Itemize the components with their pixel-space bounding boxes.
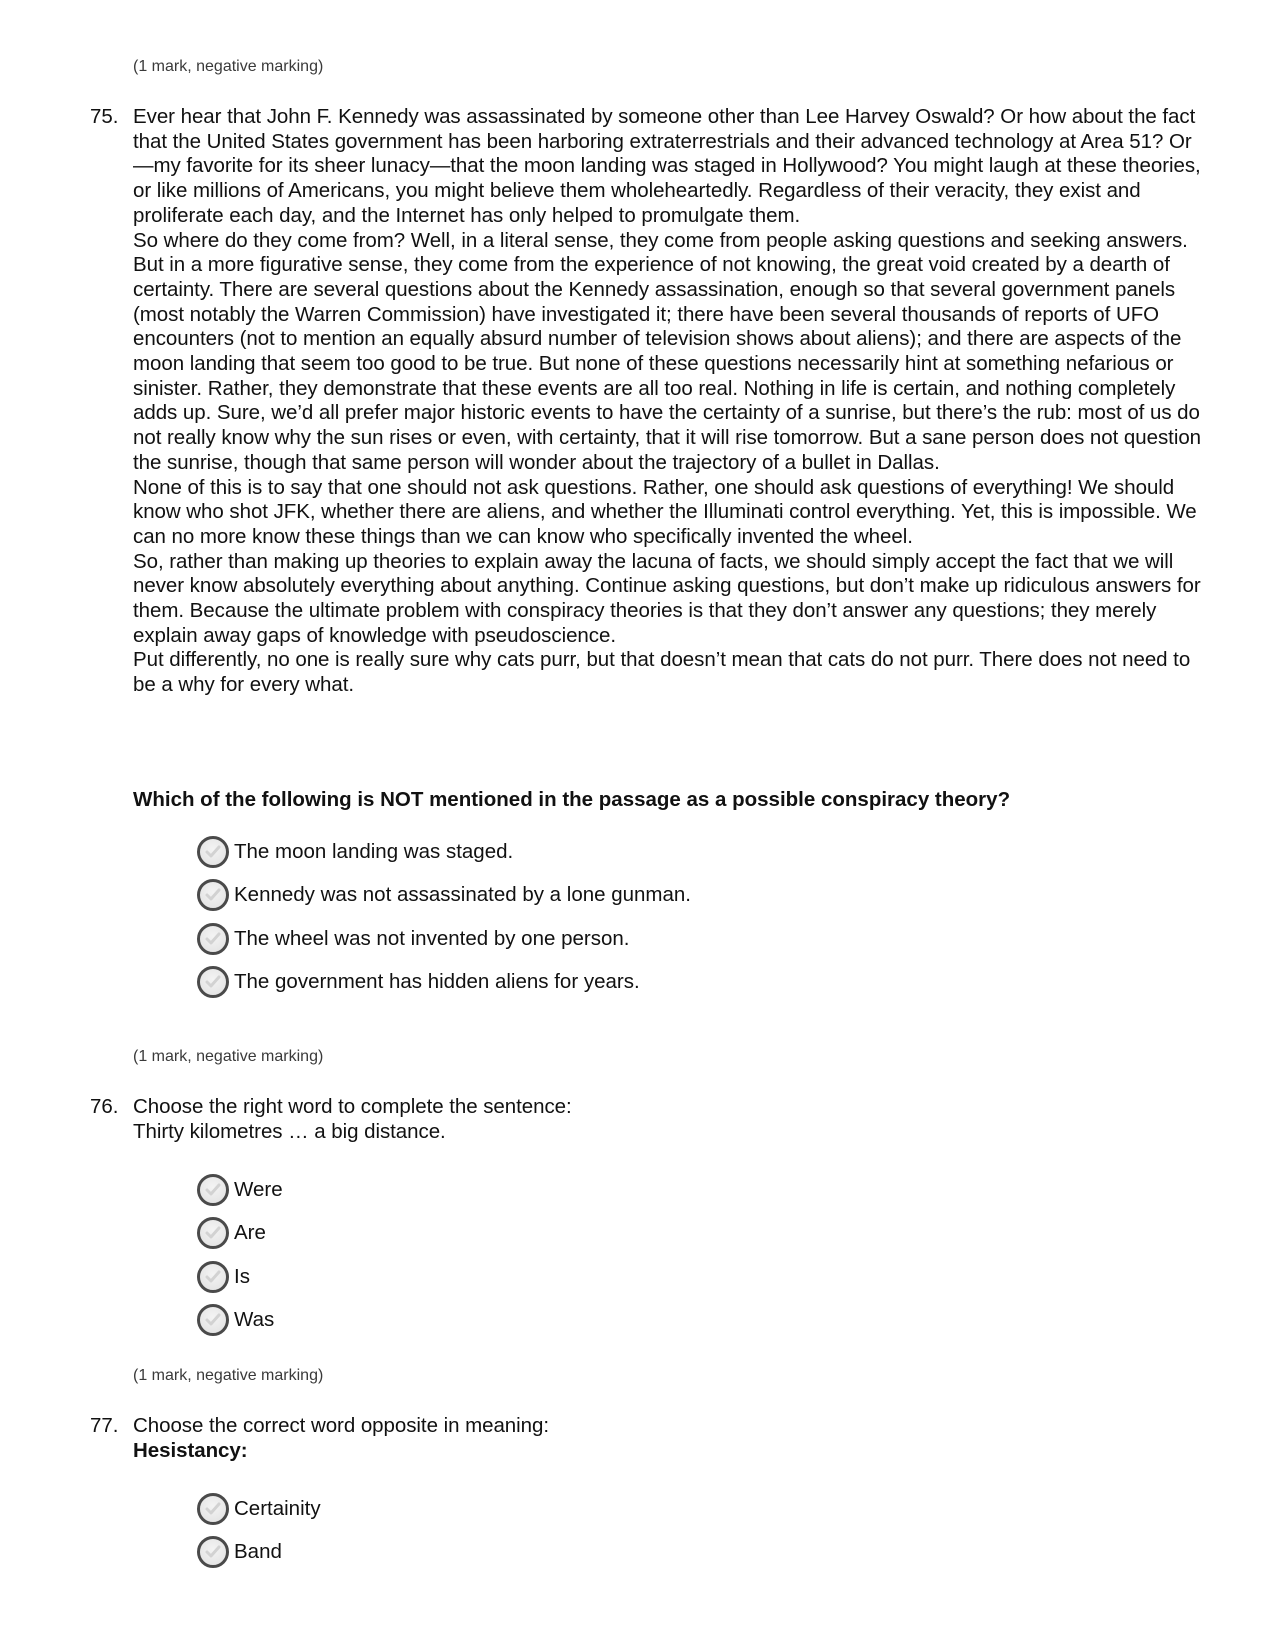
check-icon bbox=[205, 888, 221, 902]
option-label: Kennedy was not assassinated by a lone gunman. bbox=[234, 883, 691, 907]
question-number: 75. bbox=[90, 105, 119, 128]
option-label: The moon landing was staged. bbox=[234, 839, 514, 863]
marks-note: (1 mark, negative marking) bbox=[133, 58, 324, 75]
target-word: Hesistancy: bbox=[133, 1438, 248, 1462]
answer-options-76 bbox=[197, 1168, 283, 1342]
answer-option[interactable] bbox=[197, 917, 691, 961]
option-label: Is bbox=[234, 1264, 250, 1288]
option-label: Band bbox=[234, 1540, 282, 1564]
question-prompt: Which of the following is NOT mentioned in the passage as a possible conspiracy theory? bbox=[133, 788, 1011, 811]
answer-option[interactable] bbox=[197, 1212, 283, 1256]
option-label: Are bbox=[234, 1221, 266, 1245]
radio-button[interactable] bbox=[197, 1174, 229, 1206]
question-77 bbox=[90, 1414, 1210, 1463]
passage-paragraph: Put differently, no one is really sure why cats purr, but that doesn’t mean that cats do not purr. There does not need to be a why for every what. bbox=[133, 648, 1191, 697]
question-line: Choose the right word to complete the sentence: bbox=[133, 1095, 572, 1118]
option-label: Was bbox=[234, 1308, 275, 1332]
question-76 bbox=[90, 1095, 1210, 1144]
check-icon bbox=[205, 1183, 221, 1197]
answer-options-75 bbox=[197, 830, 691, 1004]
question-text bbox=[133, 1095, 1210, 1144]
passage-paragraph: So where do they come from? Well, in a literal sense, they come from people asking questions and seeking answers. But in a more figurative sense, they come from the experience of not knowing, the great void created by a dearth of certainty. There are several questions about the Kennedy assassination, enough so that several government panels (most notably the Warren Commission) have investigated it; there have been several thousands of reports of UFO encounters (not to mention an equally absurd number of television shows about aliens); and there are aspects of the moon landing that seem too good to be true. But none of these questions necessarily hint at something nefarious or sinister. Rather, they demonstrate that these events are all too real. Nothing in life is certain, and nothing completely adds up. Sure, we’d all prefer major historic events to have the certainty of a sunrise, but there’s the rub: most of us do not really know why the sun rises or even, with certainty, that it will rise tomorrow. But a sane person does not question the sunrise, though that same person will wonder about the trajectory of a bullet in Dallas. bbox=[133, 228, 1202, 474]
question-number: 76. bbox=[90, 1095, 119, 1118]
check-icon bbox=[205, 1545, 221, 1559]
question-75 bbox=[90, 105, 1210, 698]
option-label: Certainity bbox=[234, 1496, 321, 1520]
option-label: The wheel was not invented by one person. bbox=[234, 926, 630, 950]
marks-note: (1 mark, negative marking) bbox=[133, 1048, 324, 1065]
answer-option[interactable] bbox=[197, 830, 691, 874]
passage-paragraph: So, rather than making up theories to explain away the lacuna of facts, we should simply accept the fact that we will never know absolutely everything about anything. Continue asking questions, but don’t make up ridiculous answers for them. Because the ultimate problem with conspiracy theories is that they don’t answer any questions; they merely explain away gaps of knowledge with pseudoscience. bbox=[133, 549, 1201, 647]
radio-button[interactable] bbox=[197, 1536, 229, 1568]
radio-button[interactable] bbox=[197, 1304, 229, 1336]
check-icon bbox=[205, 932, 221, 946]
marks-note: (1 mark, negative marking) bbox=[133, 1367, 324, 1384]
radio-button[interactable] bbox=[197, 879, 229, 911]
question-number: 77. bbox=[90, 1414, 119, 1437]
answer-option[interactable] bbox=[197, 1255, 283, 1299]
check-icon bbox=[205, 845, 221, 859]
radio-button[interactable] bbox=[197, 923, 229, 955]
check-icon bbox=[205, 1502, 221, 1516]
answer-option[interactable] bbox=[197, 1487, 321, 1531]
option-label: The government has hidden aliens for years. bbox=[234, 970, 640, 994]
check-icon bbox=[205, 1226, 221, 1240]
answer-option[interactable] bbox=[197, 874, 691, 918]
radio-button[interactable] bbox=[197, 1493, 229, 1525]
radio-button[interactable] bbox=[197, 1217, 229, 1249]
answer-options-77 bbox=[197, 1487, 321, 1574]
answer-option[interactable] bbox=[197, 1299, 283, 1343]
answer-option[interactable] bbox=[197, 961, 691, 1005]
question-line: Thirty kilometres … a big distance. bbox=[133, 1119, 446, 1143]
check-icon bbox=[205, 975, 221, 989]
question-text bbox=[133, 1414, 1210, 1463]
passage-paragraph: Ever hear that John F. Kennedy was assassinated by someone other than Lee Harvey Oswald? Or how about the fact that the United States government has been harboring extraterrestrials and their advanced technology at Area 51? Or—my favorite for its sheer lunacy—that the moon landing was staged in Hollywood? You might laugh at these theories, or like millions of Americans, you might believe them wholeheartedly. Regardless of their veracity, they exist and proliferate each day, and the Internet has only helped to promulgate them. bbox=[133, 105, 1201, 227]
answer-option[interactable] bbox=[197, 1531, 321, 1575]
question-line: Choose the correct word opposite in meaning: bbox=[133, 1414, 550, 1437]
radio-button[interactable] bbox=[197, 836, 229, 868]
radio-button[interactable] bbox=[197, 1261, 229, 1293]
check-icon bbox=[205, 1270, 221, 1284]
option-label: Were bbox=[234, 1177, 283, 1201]
reading-passage bbox=[133, 105, 1210, 698]
radio-button[interactable] bbox=[197, 966, 229, 998]
passage-paragraph: None of this is to say that one should not ask questions. Rather, one should ask questions of everything! We should know who shot JFK, whether there are aliens, and whether the Illuminati control everything. Yet, this is impossible. We can no more know these things than we can know who specifically invented the wheel. bbox=[133, 475, 1197, 548]
check-icon bbox=[205, 1313, 221, 1327]
answer-option[interactable] bbox=[197, 1168, 283, 1212]
